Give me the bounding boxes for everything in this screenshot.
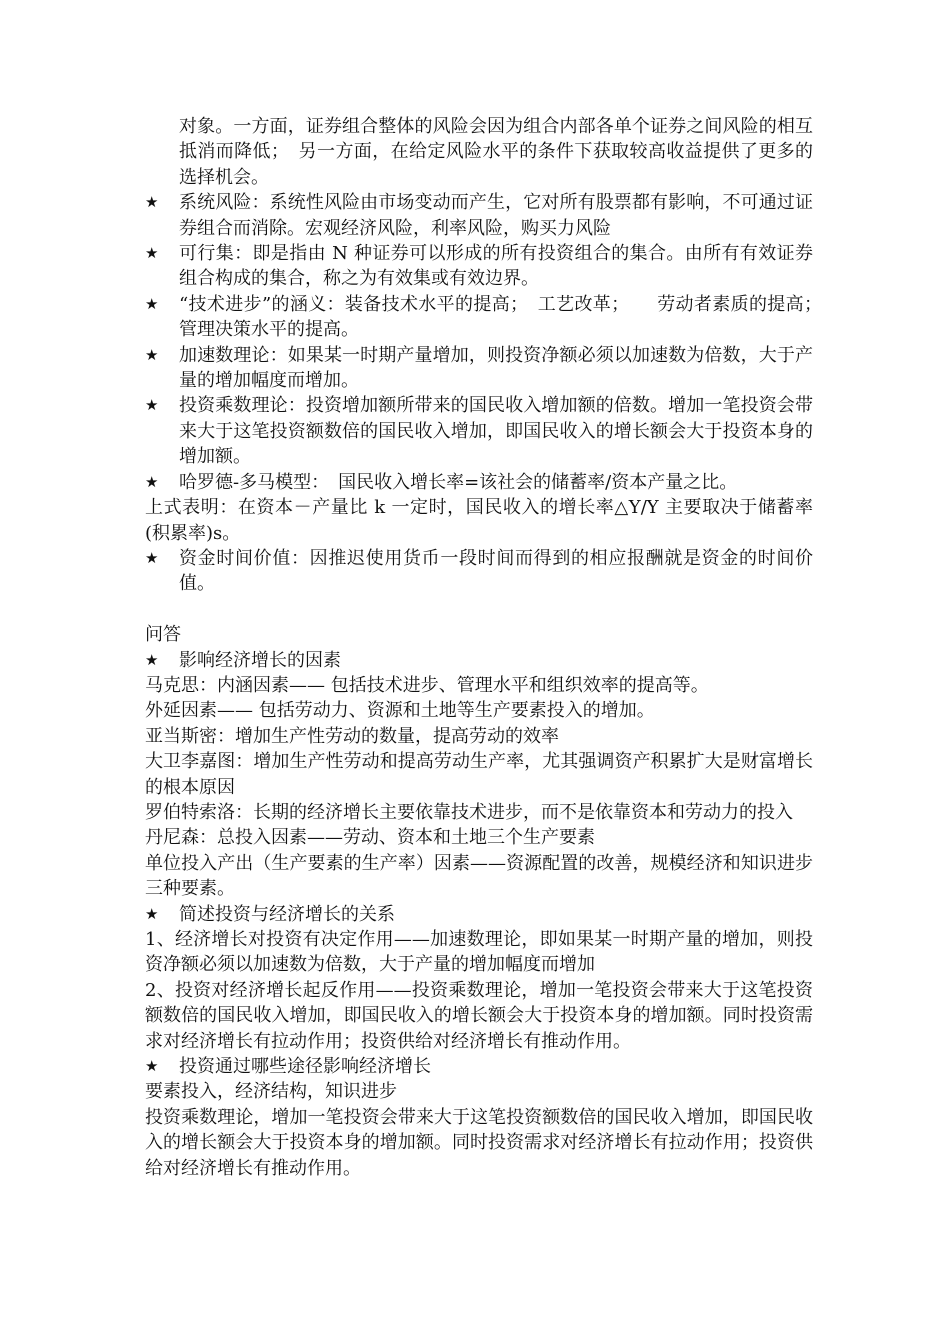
definition-text: 系统风险：系统性风险由市场变动而产生，它对所有股票都有影响，不可通过证券组合而消除。宏观经济风险，利率风险，购买力风险 xyxy=(179,192,813,239)
star-bullet-icon: ★ xyxy=(145,294,159,313)
definition-text: 加速数理论：如果某一时期产量增加，则投资净额必须以加速数为倍数，大于产量的增加幅度而增加。 xyxy=(179,344,813,392)
answer-line: 亚当斯密：增加生产性劳动的数量，提高劳动的效率 xyxy=(145,725,559,747)
answer-line: 单位投入产出（生产要素的生产率）因素——资源配置的改善，规模经济和知识进步三种要素。 xyxy=(145,852,813,900)
question-text: 简述投资与经济增长的关系 xyxy=(179,903,395,925)
question-1-title xyxy=(145,648,813,673)
definition-time-value xyxy=(145,546,813,597)
answer-line: 2、投资对经济增长起反作用——投资乘数理论，增加一笔投资会带来大于这笔投资额数倍的国民收入增加，即国民收入的增长额会大于投资本身的增加额。同时投资需求对经济增长有拉动作用；投资供给对经济增长有推动作用。 xyxy=(145,979,813,1052)
answer-line: 投资乘数理论，增加一笔投资会带来大于这笔投资额数倍的国民收入增加，即国民收入的增长额会大于投资本身的增加额。同时投资需求对经济增长有拉动作用；投资供给对经济增长有推动作用。 xyxy=(145,1106,813,1179)
intro-continuation: 对象。一方面，证券组合整体的风险会因为组合内部各单个证券之间风险的相互抵消而降低； 另一方面，在给定风险水平的条件下获取较高收益提供了更多的选择机会。 xyxy=(179,116,813,188)
answer-line: 要素投入，经济结构，知识进步 xyxy=(145,1081,397,1103)
star-bullet-icon: ★ xyxy=(145,650,159,669)
star-bullet-icon: ★ xyxy=(145,548,159,567)
answer-line: 1、经济增长对投资有决定作用——加速数理论，即如果某一时期产量的增加，则投资净额必须以加速数为倍数，大于产量的增加幅度而增加 xyxy=(145,928,813,976)
definition-text: 哈罗德-多马模型： 国民收入增长率=该社会的储蓄率/资本产量之比。 xyxy=(179,471,738,493)
definition-text: “技术进步”的涵义：装备技术水平的提高； 工艺改革； 劳动者素质的提高； 管理决策水平的提高。 xyxy=(179,293,831,341)
qa-heading: 问答 xyxy=(145,624,181,646)
question-text: 投资通过哪些途径影响经济增长 xyxy=(179,1056,431,1078)
definition-text: 投资乘数理论：投资增加额所带来的国民收入增加额的倍数。增加一笔投资会带来大于这笔投资额数倍的国民收入增加，即国民收入的增长额会大于投资本身的增加额。 xyxy=(179,395,813,468)
star-bullet-icon: ★ xyxy=(145,244,159,263)
definition-text: 可行集：即是指由 N 种证券可以形成的所有投资组合的集合。由所有有效证券组合构成的集合，称之为有效集或有效边界。 xyxy=(179,243,813,290)
definition-systematic-risk xyxy=(145,190,813,241)
definition-multiplier xyxy=(145,393,813,469)
star-bullet-icon: ★ xyxy=(145,193,159,212)
answer-line: 马克思：内涵因素—— 包括技术进步、管理水平和组织效率的提高等。 xyxy=(145,674,709,696)
question-2-title xyxy=(145,902,813,927)
star-bullet-icon: ★ xyxy=(145,472,159,491)
definition-technical-progress xyxy=(145,292,831,343)
definition-accelerator xyxy=(145,343,813,394)
definition-harrod-domar xyxy=(145,470,813,495)
star-bullet-icon: ★ xyxy=(145,1057,159,1076)
question-text: 影响经济增长的因素 xyxy=(179,649,341,671)
star-bullet-icon: ★ xyxy=(145,345,159,364)
blank-line xyxy=(145,597,813,622)
answer-line: 罗伯特索洛：长期的经济增长主要依靠技术进步，而不是依靠资本和劳动力的投入 xyxy=(145,801,793,823)
star-bullet-icon: ★ xyxy=(145,904,159,923)
definition-text: 资金时间价值：因推迟使用货币一段时间而得到的相应报酬就是资金的时间价值。 xyxy=(179,547,813,595)
answer-line: 外延因素—— 包括劳动力、资源和土地等生产要素投入的增加。 xyxy=(145,700,655,722)
document-body xyxy=(145,114,831,1181)
question-3-title xyxy=(145,1054,813,1079)
answer-line: 大卫李嘉图：增加生产性劳动和提高劳动生产率，尤其强调资产积累扩大是财富增长的根本原因 xyxy=(145,751,813,798)
star-bullet-icon: ★ xyxy=(145,396,159,415)
definition-feasible-set xyxy=(145,241,813,292)
harrod-note: 上式表明：在资本－产量比 k 一定时，国民收入的增长率△Y/Y 主要取决于储蓄率(积累率)s。 xyxy=(145,497,813,544)
answer-line: 丹尼森：总投入因素——劳动、资本和土地三个生产要素 xyxy=(145,827,595,849)
